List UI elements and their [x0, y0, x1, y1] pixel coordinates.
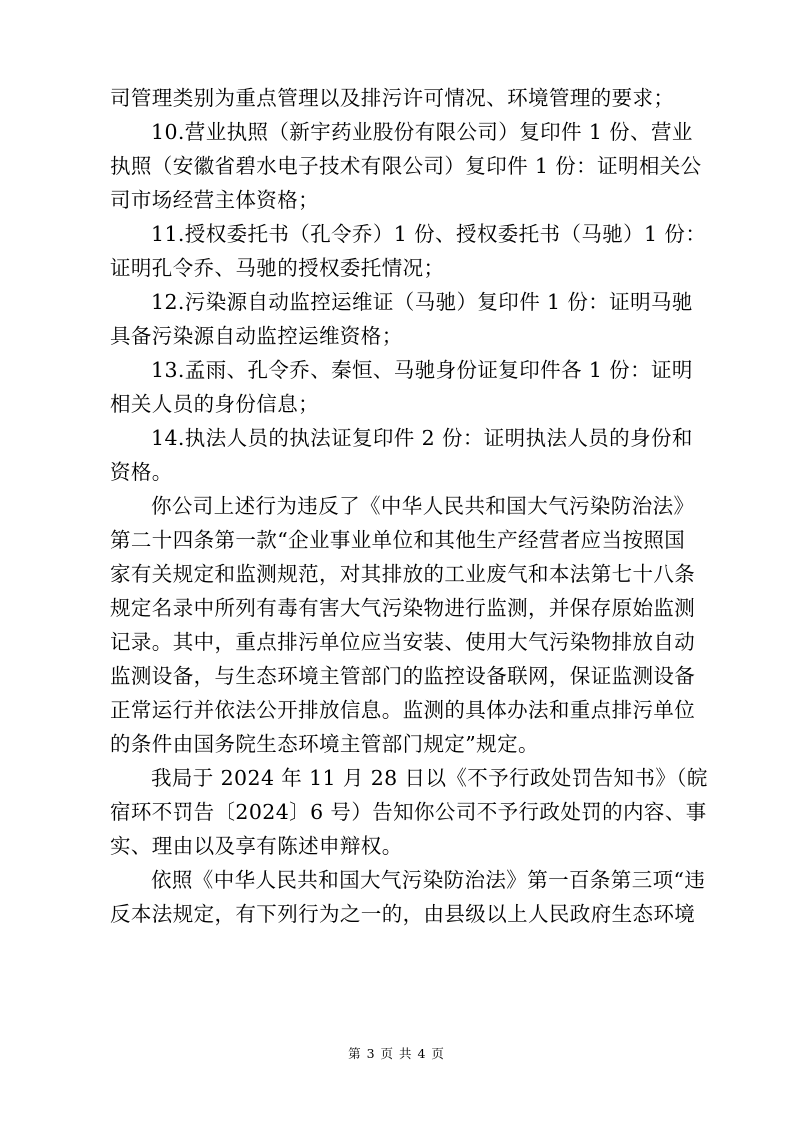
body-line: 具备污染源自动监控运维资格；	[110, 324, 403, 348]
body-line: 依照《中华人民共和国大气污染防治法》第一百条第三项“违	[151, 868, 706, 892]
body-line: 相关人员的身份信息；	[110, 392, 319, 416]
body-line: 第二十四条第一款“企业事业单位和其他生产经营者应当按照国	[110, 528, 686, 552]
body-line: 记录。其中，重点排污单位应当安装、使用大气污染物排放自动	[110, 630, 696, 654]
body-line: 的条件由国务院生态环境主管部门规定”规定。	[110, 732, 539, 756]
body-line: 我局于 2024 年 11 月 28 日以《不予行政处罚告知书》（皖	[151, 766, 708, 790]
page-number-footer: 第 3 页 共 4 页	[348, 1046, 445, 1061]
body-line: 13.孟雨、孔令乔、秦恒、马驰身份证复印件各 1 份：证明	[151, 358, 693, 382]
body-line: 司管理类别为重点管理以及排污许可情况、环境管理的要求；	[110, 86, 675, 110]
body-line: 证明孔令乔、马驰的授权委托情况；	[110, 256, 445, 280]
body-line: 正常运行并依法公开排放信息。监测的具体办法和重点排污单位	[110, 698, 696, 722]
body-line: 11.授权委托书（孔令乔）1 份、授权委托书（马驰）1 份：	[151, 222, 707, 246]
body-line: 你公司上述行为违反了《中华人民共和国大气污染防治法》	[151, 494, 695, 518]
body-line: 14.执法人员的执法证复印件 2 份：证明执法人员的身份和	[151, 426, 693, 450]
body-line: 规定名录中所列有毒有害大气污染物进行监测，并保存原始监测	[110, 596, 696, 620]
body-line: 反本法规定，有下列行为之一的，由县级以上人民政府生态环境	[110, 902, 696, 926]
body-line: 实、理由以及享有陈述申辩权。	[110, 834, 403, 858]
document-page	[110, 81, 708, 931]
body-line: 司市场经营主体资格；	[110, 188, 319, 212]
body-line: 执照（安徽省碧水电子技术有限公司）复印件 1 份：证明相关公	[110, 154, 702, 178]
body-line: 宿环不罚告〔2024〕6 号）告知你公司不予行政处罚的内容、事	[110, 800, 707, 824]
body-line: 监测设备，与生态环境主管部门的监控设备联网，保证监测设备	[110, 664, 696, 688]
body-line: 10.营业执照（新宇药业股份有限公司）复印件 1 份、营业	[151, 120, 693, 144]
body-line: 家有关规定和监测规范，对其排放的工业废气和本法第七十八条	[110, 562, 696, 586]
body-line: 12.污染源自动监控运维证（马驰）复印件 1 份：证明马驰	[151, 290, 693, 314]
body-line: 资格。	[110, 460, 173, 484]
